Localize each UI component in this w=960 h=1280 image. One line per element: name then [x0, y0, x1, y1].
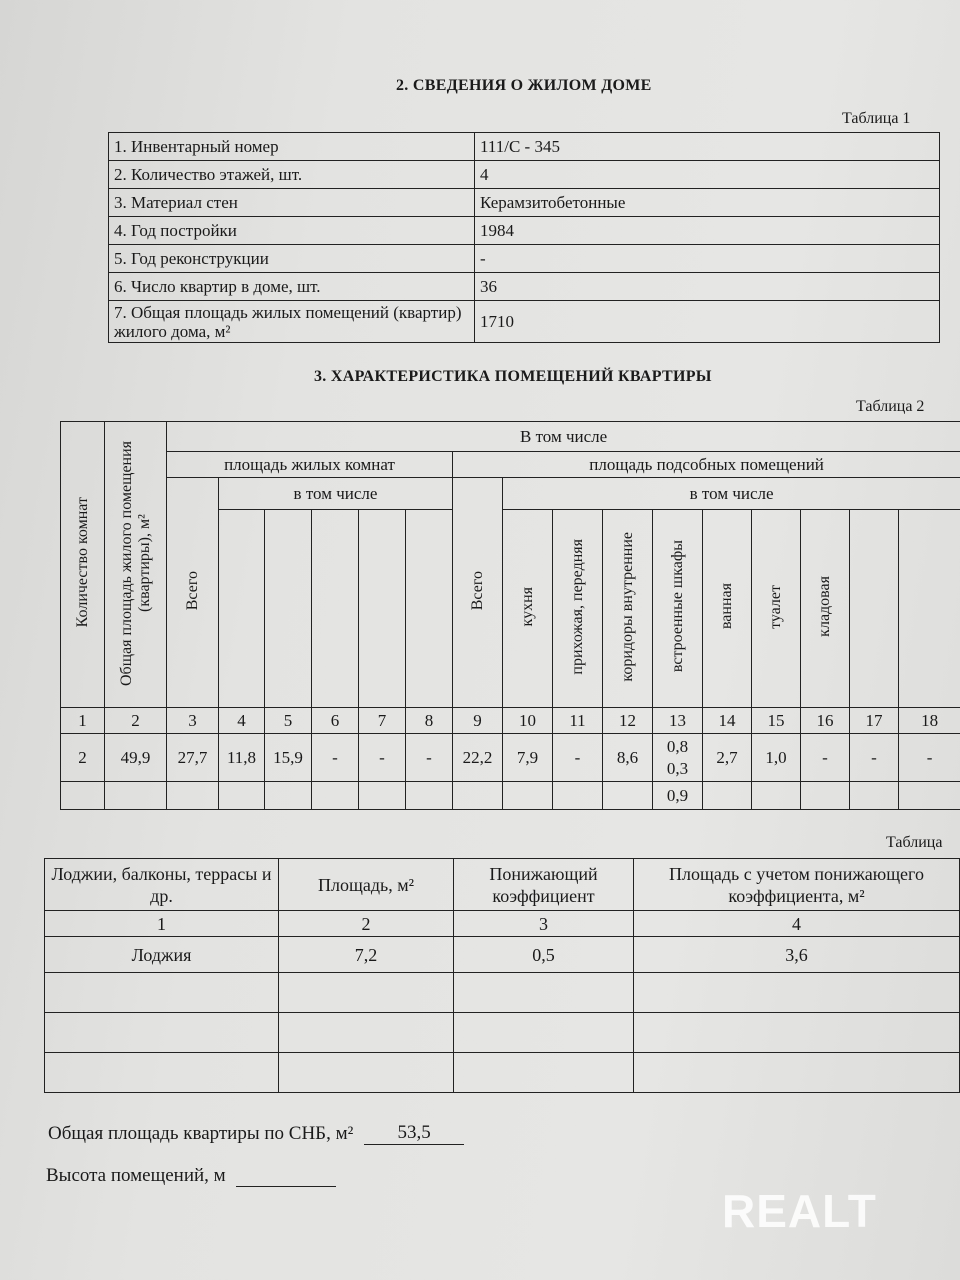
- column-number: 3: [167, 708, 219, 734]
- table-3-cell: 3,6: [634, 937, 960, 973]
- table-3-cell: [634, 1053, 960, 1093]
- column-number: 2: [105, 708, 167, 734]
- column-number: 5: [265, 708, 312, 734]
- table-2-apartment-rooms: [60, 421, 960, 810]
- extra-cell: [265, 782, 312, 810]
- table-3-cell: [634, 1013, 960, 1053]
- column-number: 12: [603, 708, 653, 734]
- data-cell: -: [359, 734, 406, 782]
- table-3-cell: Лоджия: [45, 937, 279, 973]
- extra-cell: [453, 782, 503, 810]
- table-3-header: Лоджии, балконы, террасы и др.: [45, 859, 279, 911]
- table-3-cell: 7,2: [279, 937, 454, 973]
- extra-cell: [167, 782, 219, 810]
- header-including: В том числе: [167, 422, 960, 452]
- total-area-value: 53,5: [364, 1122, 464, 1145]
- extra-cell: [359, 782, 406, 810]
- header-room-1: [219, 510, 265, 708]
- table-1-row: [109, 273, 940, 301]
- table-1-row: [109, 189, 940, 217]
- header-toilet: туалет: [752, 510, 801, 708]
- extra-cell: [553, 782, 603, 810]
- data-cell: 15,9: [265, 734, 312, 782]
- row-value: Керамзитобетонные: [475, 189, 940, 217]
- table-3-cell: [45, 1013, 279, 1053]
- table-3-cell: [634, 973, 960, 1013]
- table-1-row: [109, 161, 940, 189]
- table-3-cell: [454, 1053, 634, 1093]
- height-value: [236, 1166, 336, 1187]
- column-number: 6: [312, 708, 359, 734]
- header-room-4: [359, 510, 406, 708]
- header-room-3: [312, 510, 359, 708]
- table-3-header: Понижающий коэффициент: [454, 859, 634, 911]
- header-storage: кладовая: [801, 510, 850, 708]
- data-cell: 2,7: [703, 734, 752, 782]
- data-cell: 11,8: [219, 734, 265, 782]
- data-cell: -: [899, 734, 960, 782]
- row-label: 4. Год постройки: [109, 217, 475, 245]
- table-1-house-info: [108, 132, 940, 343]
- row-label: 6. Число квартир в доме, шт.: [109, 273, 475, 301]
- extra-cell: [899, 782, 960, 810]
- row-value: 1984: [475, 217, 940, 245]
- height-label: Высота помещений, м: [46, 1165, 226, 1186]
- table-1-row: [109, 245, 940, 273]
- extra-cell: [503, 782, 553, 810]
- height-line: [46, 1165, 336, 1187]
- header-bathroom: ванная: [703, 510, 752, 708]
- extra-cell: [850, 782, 899, 810]
- table-3-loggias: [44, 858, 960, 1093]
- table-3-cell: [279, 1013, 454, 1053]
- row-value: 1710: [475, 301, 940, 343]
- total-area-line: [48, 1122, 464, 1145]
- column-number: 9: [453, 708, 503, 734]
- extra-cell: [603, 782, 653, 810]
- total-area-label: Общая площадь квартиры по СНБ, м²: [48, 1123, 354, 1144]
- data-cell: 8,6: [603, 734, 653, 782]
- table-3-cell: [45, 1053, 279, 1093]
- column-number: 8: [406, 708, 453, 734]
- table-3-column-number: 2: [279, 911, 454, 937]
- data-cell: 7,9: [503, 734, 553, 782]
- data-cell: 0,8 0,3: [653, 734, 703, 782]
- row-label: 1. Инвентарный номер: [109, 133, 475, 161]
- table-3-caption: Таблица: [886, 834, 943, 851]
- extra-row: [61, 782, 960, 810]
- column-number: 15: [752, 708, 801, 734]
- row-label: 7. Общая площадь жилых помещений (квартир) жилого дома, м²: [109, 301, 475, 343]
- header-living-total: Всего: [167, 478, 219, 708]
- table-3-column-number: 1: [45, 911, 279, 937]
- column-number: 1: [61, 708, 105, 734]
- table-3-column-number: 3: [454, 911, 634, 937]
- column-number: 14: [703, 708, 752, 734]
- header-total-area: Общая площадь жилого помещения (квартиры), м²: [105, 422, 167, 708]
- data-cell: 22,2: [453, 734, 503, 782]
- header-aux-in-that: в том числе: [503, 478, 960, 510]
- table-3-row: [45, 1053, 960, 1093]
- table-3-row: [45, 1013, 960, 1053]
- header-room-2: [265, 510, 312, 708]
- column-numbers-row: [61, 708, 960, 734]
- column-number: 13: [653, 708, 703, 734]
- extra-cell: [312, 782, 359, 810]
- table-2-caption: Таблица 2: [856, 398, 925, 415]
- row-label: 2. Количество этажей, шт.: [109, 161, 475, 189]
- table-3-row: [45, 937, 960, 973]
- data-cell: 49,9: [105, 734, 167, 782]
- table-3-row: [45, 973, 960, 1013]
- row-value: 111/С - 345: [475, 133, 940, 161]
- extra-cell: [219, 782, 265, 810]
- table-1-caption: Таблица 1: [842, 110, 911, 127]
- header-closets: встроенные шкафы: [653, 510, 703, 708]
- header-living-in-that: в том числе: [219, 478, 453, 510]
- header-living-area: площадь жилых комнат: [167, 452, 453, 478]
- table-1-row: [109, 301, 940, 343]
- realt-watermark-logo: REALT: [722, 1185, 877, 1237]
- table-3-header: Площадь, м²: [279, 859, 454, 911]
- table-1-row: [109, 133, 940, 161]
- data-cell: -: [406, 734, 453, 782]
- table-3-cell: [454, 973, 634, 1013]
- row-label: 5. Год реконструкции: [109, 245, 475, 273]
- data-row: [61, 734, 960, 782]
- row-label: 3. Материал стен: [109, 189, 475, 217]
- column-number: 7: [359, 708, 406, 734]
- row-value: 36: [475, 273, 940, 301]
- data-cell: -: [850, 734, 899, 782]
- header-col-18: [899, 510, 960, 708]
- column-number: 10: [503, 708, 553, 734]
- data-cell: 2: [61, 734, 105, 782]
- row-value: 4: [475, 161, 940, 189]
- column-number: 17: [850, 708, 899, 734]
- header-rooms-count: Количество комнат: [61, 422, 105, 708]
- extra-cell: 0,9: [653, 782, 703, 810]
- table-3-column-number: 4: [634, 911, 960, 937]
- section-3-title: 3. ХАРАКТЕРИСТИКА ПОМЕЩЕНИЙ КВАРТИРЫ: [314, 368, 712, 385]
- table-1-row: [109, 217, 940, 245]
- column-number: 11: [553, 708, 603, 734]
- table-3-cell: [279, 1053, 454, 1093]
- header-room-5: [406, 510, 453, 708]
- header-col-17: [850, 510, 899, 708]
- data-cell: -: [801, 734, 850, 782]
- table-3-cell: [279, 973, 454, 1013]
- data-cell: -: [553, 734, 603, 782]
- extra-cell: [752, 782, 801, 810]
- header-corridors: коридоры внутренние: [603, 510, 653, 708]
- header-hall: прихожая, передняя: [553, 510, 603, 708]
- extra-cell: [105, 782, 167, 810]
- data-cell: 27,7: [167, 734, 219, 782]
- column-number: 16: [801, 708, 850, 734]
- section-2-title: 2. СВЕДЕНИЯ О ЖИЛОМ ДОМЕ: [396, 77, 652, 94]
- extra-cell: [801, 782, 850, 810]
- data-cell: -: [312, 734, 359, 782]
- extra-cell: [703, 782, 752, 810]
- table-3-header: Площадь с учетом понижающего коэффициента, м²: [634, 859, 960, 911]
- extra-cell: [406, 782, 453, 810]
- header-aux-total: Всего: [453, 478, 503, 708]
- column-number: 4: [219, 708, 265, 734]
- header-kitchen: кухня: [503, 510, 553, 708]
- data-cell: 1,0: [752, 734, 801, 782]
- column-number: 18: [899, 708, 960, 734]
- table-3-cell: 0,5: [454, 937, 634, 973]
- table-3-cell: [45, 973, 279, 1013]
- header-aux-area: площадь подсобных помещений: [453, 452, 960, 478]
- row-value: -: [475, 245, 940, 273]
- table-3-cell: [454, 1013, 634, 1053]
- extra-cell: [61, 782, 105, 810]
